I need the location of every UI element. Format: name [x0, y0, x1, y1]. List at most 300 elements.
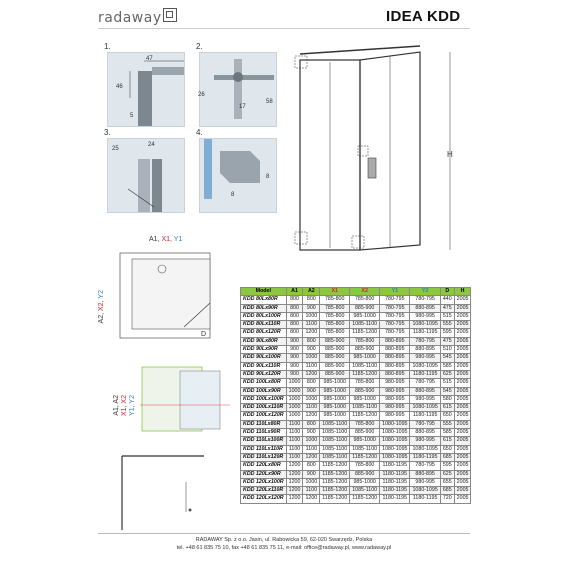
- model-cell: KDD 110Lx90R: [241, 429, 287, 437]
- table-cell: 980-995: [380, 404, 410, 412]
- table-row: [241, 404, 471, 412]
- model-cell: KDD 80Lx110R: [241, 321, 287, 329]
- table-cell: 1180-1195: [380, 462, 410, 470]
- table-cell: 885-900: [320, 346, 350, 354]
- brand-logo: radaway: [98, 10, 162, 26]
- detail-4-profile: [220, 151, 260, 183]
- table-cell: 650: [440, 412, 454, 420]
- table-cell: 785-800: [320, 296, 350, 304]
- table-cell: 1200: [303, 412, 320, 420]
- table-cell: 880-895: [410, 387, 440, 395]
- table-cell: 785-800: [350, 462, 380, 470]
- front-top-rail: [300, 46, 420, 54]
- model-cell: KDD 110Lx100R: [241, 437, 287, 445]
- table-cell: 780-795: [410, 420, 440, 428]
- detail-2-post: [234, 59, 242, 119]
- table-cell: 1085-1100: [350, 487, 380, 495]
- plan-a2: A2,: [98, 311, 105, 324]
- table-cell: 685: [440, 487, 454, 495]
- table-cell: 985-1000: [350, 312, 380, 320]
- table-cell: 785-800: [350, 296, 380, 304]
- table-cell: 585: [440, 362, 454, 370]
- front-height-label: H: [447, 150, 453, 159]
- table-row: [241, 312, 471, 320]
- detail-1-number: 1.: [104, 42, 111, 51]
- plan-tray: [132, 259, 210, 329]
- detail-2-bar: [214, 75, 274, 80]
- table-cell: 980-995: [380, 379, 410, 387]
- table-cell: 2005: [454, 420, 471, 428]
- table-cell: 1200: [303, 495, 320, 503]
- table-row: [241, 387, 471, 395]
- table-cell: 1100: [286, 437, 303, 445]
- table-cell: 1200: [286, 495, 303, 503]
- table-cell: 2005: [454, 312, 471, 320]
- detail-2-number: 2.: [196, 42, 203, 51]
- table-cell: 2005: [454, 329, 471, 337]
- page-title: IDEA KDD: [386, 8, 461, 25]
- table-cell: 885-900: [350, 346, 380, 354]
- table-cell: 880-895: [410, 470, 440, 478]
- table-cell: 1200: [286, 487, 303, 495]
- table-cell: 1100: [303, 445, 320, 453]
- table-cell: 880-895: [380, 362, 410, 370]
- model-cell: KDD 80Lx120R: [241, 329, 287, 337]
- model-cell: KDD 120Lx110R: [241, 487, 287, 495]
- table-row: [241, 321, 471, 329]
- model-cell: KDD 120Lx100R: [241, 478, 287, 486]
- table-cell: 1000: [286, 412, 303, 420]
- table-cell: 1000: [303, 478, 320, 486]
- model-cell: KDD 90Lx100R: [241, 354, 287, 362]
- table-cell: 685: [440, 453, 454, 461]
- detail-1-profile: [138, 71, 152, 126]
- table-cell: 785-800: [350, 420, 380, 428]
- front-callout-4: [352, 236, 364, 248]
- model-cell: KDD 110Lx80R: [241, 420, 287, 428]
- model-cell: KDD 90Lx120R: [241, 370, 287, 378]
- table-cell: 650: [440, 445, 454, 453]
- table-cell: 880-895: [380, 346, 410, 354]
- table-cell: 885-900: [350, 429, 380, 437]
- table-cell: 985-1000: [320, 412, 350, 420]
- detail-3-number: 3.: [104, 128, 111, 137]
- table-cell: 1080-1095: [410, 487, 440, 495]
- table-cell: 440: [440, 296, 454, 304]
- table-cell: 1100: [286, 420, 303, 428]
- table-cell: 1085-1100: [320, 420, 350, 428]
- detail-3-profile-b: [152, 159, 162, 212]
- table-cell: 880-895: [380, 354, 410, 362]
- model-cell: KDD 100Lx110R: [241, 404, 287, 412]
- table-cell: 900: [286, 370, 303, 378]
- col-model: Model: [241, 288, 287, 296]
- side-a1a2-label: A1, A2: [113, 395, 120, 416]
- table-cell: 1180-1195: [410, 495, 440, 503]
- table-row: [241, 395, 471, 403]
- table-cell: 2005: [454, 412, 471, 420]
- table-cell: 1200: [303, 370, 320, 378]
- table-cell: 555: [440, 321, 454, 329]
- table-cell: 1085-1100: [320, 429, 350, 437]
- model-cell: KDD 100Lx90R: [241, 387, 287, 395]
- table-cell: 2005: [454, 404, 471, 412]
- table-cell: 545: [440, 354, 454, 362]
- table-cell: 980-995: [410, 354, 440, 362]
- table-cell: 2005: [454, 462, 471, 470]
- table-cell: 1000: [286, 395, 303, 403]
- table-cell: 780-795: [410, 296, 440, 304]
- table-cell: 1085-1100: [350, 362, 380, 370]
- table-cell: 900: [303, 346, 320, 354]
- table-cell: 545: [440, 387, 454, 395]
- table-cell: 2005: [454, 453, 471, 461]
- table-cell: 985-1000: [350, 395, 380, 403]
- header-divider: [98, 28, 470, 29]
- detail-2-drawing: [199, 52, 277, 127]
- table-cell: 1100: [286, 445, 303, 453]
- front-callout-3: [295, 232, 307, 244]
- table-cell: 980-995: [410, 395, 440, 403]
- table-row: [241, 429, 471, 437]
- table-cell: 2005: [454, 487, 471, 495]
- table-cell: 900: [303, 387, 320, 395]
- table-cell: 785-800: [320, 329, 350, 337]
- table-cell: 1200: [303, 329, 320, 337]
- table-cell: 1200: [286, 462, 303, 470]
- table-row: [241, 362, 471, 370]
- footer-divider: [98, 533, 470, 534]
- model-cell: KDD 80Lx90R: [241, 304, 287, 312]
- table-cell: 1085-1100: [350, 321, 380, 329]
- table-row: [241, 437, 471, 445]
- table-cell: 900: [303, 470, 320, 478]
- table-cell: 625: [440, 470, 454, 478]
- table-cell: 780-795: [410, 462, 440, 470]
- table-cell: 625: [440, 370, 454, 378]
- side-panel: [180, 371, 220, 429]
- table-cell: 785-800: [320, 312, 350, 320]
- table-cell: 515: [440, 312, 454, 320]
- table-cell: 1080-1095: [380, 453, 410, 461]
- table-cell: 780-795: [380, 312, 410, 320]
- table-cell: 780-795: [380, 296, 410, 304]
- table-cell: 880-895: [380, 337, 410, 345]
- table-row: [241, 462, 471, 470]
- table-cell: 1180-1195: [410, 329, 440, 337]
- side-y1y2-label: Y1, Y2: [129, 395, 136, 416]
- table-cell: 1100: [303, 362, 320, 370]
- col-x2: X2: [350, 288, 380, 296]
- table-cell: 785-800: [320, 321, 350, 329]
- table-cell: 985-1000: [320, 379, 350, 387]
- table-cell: 1080-1095: [380, 445, 410, 453]
- footer-address: RADAWAY Sp. z o.o. Jasin, ul. Rabowicka 59, 62-020 Swarzędz, Polska: [195, 537, 373, 543]
- table-cell: 2005: [454, 437, 471, 445]
- table-cell: 800: [303, 337, 320, 345]
- table-cell: 1080-1095: [410, 445, 440, 453]
- table-cell: 1100: [303, 487, 320, 495]
- table-cell: 2005: [454, 445, 471, 453]
- detail-1-rail: [152, 67, 184, 75]
- table-cell: 900: [286, 354, 303, 362]
- table-row: [241, 453, 471, 461]
- model-cell: KDD 90Lx90R: [241, 346, 287, 354]
- table-cell: 1180-1195: [410, 370, 440, 378]
- detail-3-profile-a: [138, 159, 150, 212]
- table-cell: 1200: [286, 470, 303, 478]
- detail-2-dim-c: 58: [266, 99, 273, 105]
- plan-x1: X1,: [161, 236, 174, 243]
- table-cell: 800: [303, 462, 320, 470]
- table-row: [241, 487, 471, 495]
- table-cell: 885-900: [320, 354, 350, 362]
- table-cell: 885-900: [320, 370, 350, 378]
- table-cell: 800: [286, 329, 303, 337]
- table-cell: 900: [303, 429, 320, 437]
- table-cell: 1185-1200: [350, 370, 380, 378]
- table-cell: 1185-1200: [350, 412, 380, 420]
- table-row: [241, 379, 471, 387]
- detail-4-number: 4.: [196, 128, 203, 137]
- table-cell: 2005: [454, 387, 471, 395]
- table-cell: 880-895: [410, 346, 440, 354]
- table-cell: 1085-1100: [320, 437, 350, 445]
- table-cell: 595: [440, 462, 454, 470]
- table-cell: 785-800: [320, 304, 350, 312]
- table-cell: 1085-1100: [350, 404, 380, 412]
- table-cell: 720: [440, 495, 454, 503]
- table-cell: 1185-1200: [320, 478, 350, 486]
- col-y1: Y1: [380, 288, 410, 296]
- col-d: D: [440, 288, 454, 296]
- model-cell: KDD 80Lx100R: [241, 312, 287, 320]
- side-x1x2-label: X1, X2: [121, 395, 128, 417]
- table-cell: 885-900: [350, 387, 380, 395]
- table-row: [241, 304, 471, 312]
- table-cell: 1185-1200: [320, 487, 350, 495]
- table-cell: 985-1000: [350, 437, 380, 445]
- detail-1-dim-c: 5: [130, 113, 134, 119]
- model-cell: KDD 120Lx90R: [241, 470, 287, 478]
- table-row: [241, 329, 471, 337]
- detail-4-dim-b: 8: [231, 192, 235, 198]
- col-a2: A2: [303, 288, 320, 296]
- table-cell: 2005: [454, 321, 471, 329]
- table-cell: 2005: [454, 346, 471, 354]
- model-cell: KDD 100Lx120R: [241, 412, 287, 420]
- front-handle: [368, 158, 376, 178]
- spec-table: [240, 287, 471, 504]
- table-cell: 985-1000: [320, 387, 350, 395]
- plan-y2: Y2: [98, 290, 105, 299]
- table-row: [241, 370, 471, 378]
- table-cell: 1085-1100: [320, 453, 350, 461]
- plan-x2: X2,: [98, 298, 105, 312]
- table-cell: 1200: [303, 453, 320, 461]
- table-cell: 2005: [454, 395, 471, 403]
- table-cell: 1100: [286, 429, 303, 437]
- table-cell: 2005: [454, 429, 471, 437]
- table-cell: 780-795: [410, 337, 440, 345]
- table-cell: 885-900: [320, 337, 350, 345]
- table-cell: 1000: [303, 354, 320, 362]
- table-cell: 595: [440, 329, 454, 337]
- side-view: [140, 365, 235, 445]
- table-cell: 880-895: [410, 304, 440, 312]
- corner-view: [118, 452, 208, 534]
- detail-3-svg: [108, 139, 184, 212]
- detail-4-dim-a: 8: [266, 174, 270, 180]
- table-cell: 1085-1100: [350, 445, 380, 453]
- table-cell: 1180-1195: [410, 453, 440, 461]
- table-cell: 510: [440, 346, 454, 354]
- table-row: [241, 346, 471, 354]
- table-cell: 585: [440, 429, 454, 437]
- front-callout-1: [295, 56, 307, 68]
- col-h: H: [454, 288, 471, 296]
- table-cell: 615: [440, 437, 454, 445]
- table-cell: 900: [303, 304, 320, 312]
- table-cell: 2005: [454, 354, 471, 362]
- table-cell: 980-995: [410, 478, 440, 486]
- detail-2-svg: [200, 53, 276, 126]
- table-row: [241, 445, 471, 453]
- table-cell: 515: [440, 379, 454, 387]
- table-row: [241, 470, 471, 478]
- table-row: [241, 337, 471, 345]
- detail-2-joint: [233, 72, 243, 82]
- table-cell: 800: [303, 296, 320, 304]
- table-cell: 980-995: [410, 437, 440, 445]
- detail-2-dim-b: 17: [239, 104, 246, 110]
- table-cell: 1080-1095: [380, 420, 410, 428]
- table-row: [241, 495, 471, 503]
- table-cell: 580: [440, 395, 454, 403]
- table-cell: 800: [303, 379, 320, 387]
- model-cell: KDD 90Lx80R: [241, 337, 287, 345]
- table-cell: 1180-1195: [380, 495, 410, 503]
- col-y2: Y2: [410, 288, 440, 296]
- detail-3-dim-b: 24: [148, 142, 155, 148]
- table-row: [241, 412, 471, 420]
- table-cell: 1000: [286, 387, 303, 395]
- table-cell: 2005: [454, 379, 471, 387]
- table-cell: 980-995: [380, 412, 410, 420]
- model-cell: KDD 120Lx120R: [241, 495, 287, 503]
- table-cell: 985-1000: [320, 404, 350, 412]
- table-cell: 1100: [286, 453, 303, 461]
- model-cell: KDD 80Lx80R: [241, 296, 287, 304]
- table-cell: 2005: [454, 370, 471, 378]
- table-cell: 780-795: [380, 329, 410, 337]
- col-x1: X1: [320, 288, 350, 296]
- table-cell: 1180-1195: [410, 412, 440, 420]
- table-row: [241, 420, 471, 428]
- table-cell: 2005: [454, 362, 471, 370]
- table-cell: 475: [440, 337, 454, 345]
- table-cell: 885-900: [350, 470, 380, 478]
- plan-side-label: [98, 290, 105, 323]
- table-cell: 885-900: [350, 304, 380, 312]
- table-cell: 1100: [303, 404, 320, 412]
- table-cell: 985-1000: [350, 354, 380, 362]
- table-cell: 1000: [303, 312, 320, 320]
- table-cell: 2005: [454, 337, 471, 345]
- front-view: [290, 40, 470, 270]
- col-a1: A1: [286, 288, 303, 296]
- footer-contact: tel. +48 61 835 75 10, fax +48 61 835 75 11, e-mail: office@radaway.pl, www.radaway.pl: [176, 545, 392, 551]
- table-cell: 1180-1195: [380, 470, 410, 478]
- detail-1-dim-b: 46: [116, 84, 123, 90]
- table-cell: 880-895: [410, 429, 440, 437]
- table-cell: 785-800: [350, 379, 380, 387]
- table-cell: 900: [286, 346, 303, 354]
- table-cell: 1185-1200: [350, 495, 380, 503]
- table-cell: 785-800: [350, 337, 380, 345]
- model-cell: KDD 110Lx120R: [241, 453, 287, 461]
- table-cell: 475: [440, 304, 454, 312]
- model-cell: KDD 100Lx80R: [241, 379, 287, 387]
- table-cell: 800: [286, 312, 303, 320]
- brand-logo-icon: [163, 8, 177, 22]
- table-cell: 555: [440, 420, 454, 428]
- model-cell: KDD 100Lx100R: [241, 395, 287, 403]
- table-cell: 980-995: [380, 387, 410, 395]
- table-row: [241, 478, 471, 486]
- table-cell: 780-795: [410, 379, 440, 387]
- table-cell: 1085-1100: [320, 445, 350, 453]
- table-cell: 780-795: [380, 321, 410, 329]
- table-cell: 1200: [286, 478, 303, 486]
- plan-view: [110, 245, 225, 345]
- plan-top-label: [149, 236, 182, 243]
- plan-a1: A1,: [149, 236, 162, 243]
- table-cell: 800: [286, 304, 303, 312]
- table-cell: 2005: [454, 470, 471, 478]
- table-cell: 1080-1095: [410, 321, 440, 329]
- table-cell: 985-1000: [320, 395, 350, 403]
- spec-body: [241, 296, 471, 503]
- table-cell: 985-1000: [350, 478, 380, 486]
- model-cell: KDD 120Lx80R: [241, 462, 287, 470]
- table-cell: 2005: [454, 304, 471, 312]
- table-cell: 885-900: [320, 362, 350, 370]
- table-row: [241, 354, 471, 362]
- table-cell: 1080-1095: [410, 362, 440, 370]
- table-cell: 2005: [454, 495, 471, 503]
- table-cell: 900: [286, 337, 303, 345]
- table-cell: 900: [286, 362, 303, 370]
- table-cell: 1180-1195: [380, 478, 410, 486]
- table-cell: 1185-1200: [320, 470, 350, 478]
- table-cell: 780-795: [380, 304, 410, 312]
- table-cell: 1080-1095: [410, 404, 440, 412]
- spec-header-row: [241, 288, 471, 296]
- table-cell: 800: [303, 420, 320, 428]
- table-cell: 1180-1195: [380, 487, 410, 495]
- model-cell: KDD 90Lx110R: [241, 362, 287, 370]
- table-cell: 800: [286, 321, 303, 329]
- table-cell: 1080-1095: [380, 429, 410, 437]
- detail-4-glass: [204, 139, 212, 199]
- table-cell: 980-995: [410, 312, 440, 320]
- table-cell: 1000: [286, 404, 303, 412]
- table-cell: 1080-1095: [380, 437, 410, 445]
- plan-y1: Y1: [173, 236, 183, 243]
- table-cell: 615: [440, 404, 454, 412]
- table-cell: 1100: [303, 321, 320, 329]
